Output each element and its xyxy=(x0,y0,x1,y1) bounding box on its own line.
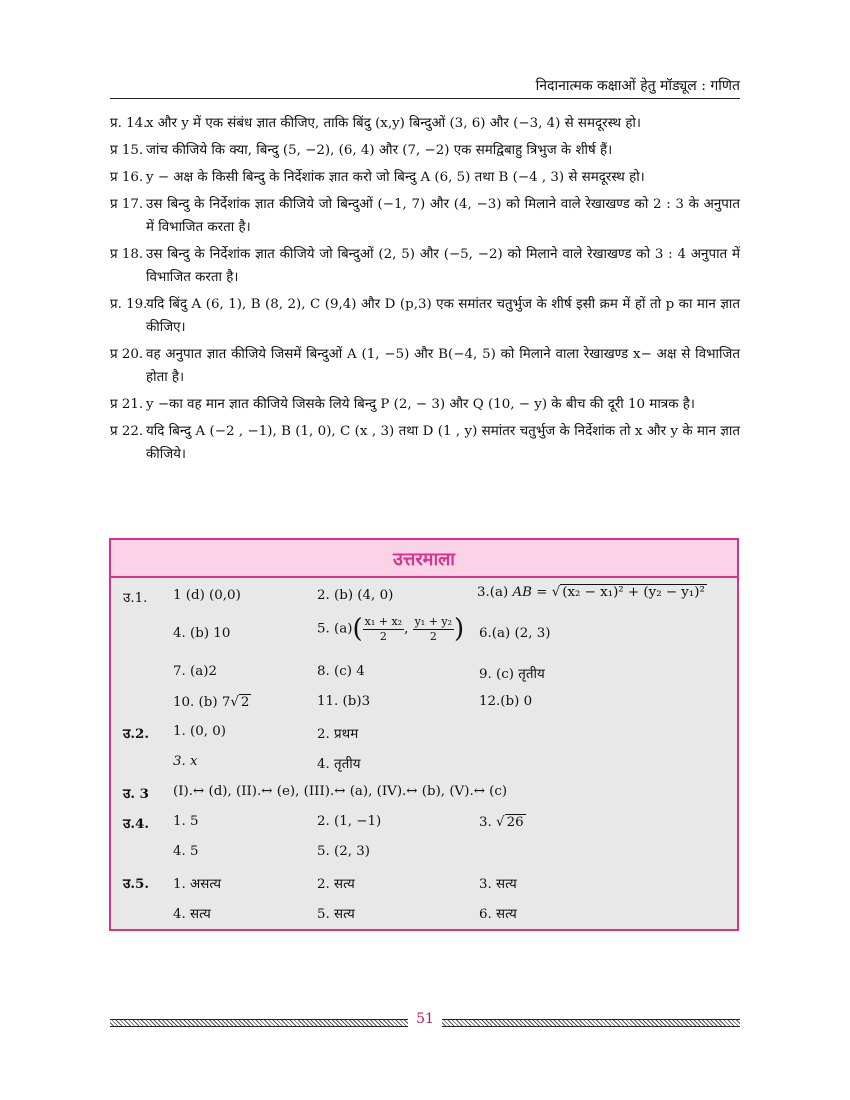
question-15 xyxy=(110,139,740,162)
answer-2-1: 1. (0, 0) xyxy=(173,724,227,739)
footer-ornament-left xyxy=(110,1019,408,1027)
answer-label-3: उ. 3 xyxy=(123,786,149,802)
answer-key-title: उत्तरमाला xyxy=(393,549,455,570)
question-16 xyxy=(110,166,740,189)
answer-4-3 xyxy=(479,814,526,830)
answer-5-3: 3. सत्य xyxy=(479,877,517,892)
right-paren-icon: ) xyxy=(454,614,465,644)
answer-1-12: 12.(b) 0 xyxy=(479,694,533,709)
question-text: उस बिन्दु के निर्देशांक ज्ञात कीजिये जो बिन्दुओं (−1, 7) और (4, −3) को मिलाने वाले रेखाखण्ड को 2 : 3 के अनुपात में विभाजित करता है। xyxy=(146,197,740,235)
question-21 xyxy=(110,393,740,416)
answer-1-6: 6.(a) (2, 3) xyxy=(479,626,551,641)
answer-5-6: 6. सत्य xyxy=(479,907,517,922)
answer-1-3 xyxy=(477,584,707,600)
question-19 xyxy=(110,293,740,339)
answer-4-2: 2. (1, −1) xyxy=(317,814,382,829)
fraction-numerator: x₁ + x₂ xyxy=(364,614,403,628)
answer-5-4: 4. सत्य xyxy=(173,907,211,922)
answer-1-3-prefix: 3.(a) xyxy=(477,585,509,600)
answer-4-4: 4. 5 xyxy=(173,844,199,859)
question-text: जांच कीजिये कि क्या, बिन्दु (5, −2), (6, 4) और (7, −2) एक समद्विबाहु त्रिभुज के शीर्ष हैं। xyxy=(146,143,613,158)
distance-formula-radicand: (x₂ − x₁)² + (y₂ − y₁)² xyxy=(562,585,705,600)
question-number: प्र 18. xyxy=(110,247,144,262)
answer-4-3-radicand: 26 xyxy=(506,815,524,830)
question-20 xyxy=(110,343,740,389)
question-text: उस बिन्दु के निर्देशांक ज्ञात कीजिये जो बिन्दुओं (2, 5) और (−5, −2) को मिलाने वाले रेखाखण्ड को 3 : 4 अनुपात में विभाजित करता है। xyxy=(146,247,740,285)
answer-1-4: 4. (b) 10 xyxy=(173,626,231,641)
footer-ornament-right xyxy=(442,1019,740,1027)
answer-1-9: 9. (c) तृतीय xyxy=(479,667,545,682)
answer-5-1: 1. असत्य xyxy=(173,877,221,892)
question-text: वह अनुपात ज्ञात कीजिये जिसमें बिन्दुओं A (1, −5) और B(−4, 5) को मिलाने वाला रेखाखण्ड x− अक्ष से विभाजित होता है। xyxy=(146,347,740,385)
question-text: यदि बिंदु A (6, 1), B (8, 2), C (9,4) और D (p,3) एक समांतर चतुर्भुज के शीर्ष इसी क्रम में हों तो p का मान ज्ञात कीजिए। xyxy=(146,297,740,335)
question-22 xyxy=(110,420,740,466)
answer-key-box xyxy=(109,538,739,931)
question-text: x और y में एक संबंध ज्ञात कीजिए, ताकि बिंदु (x,y) बिन्दुओं (3, 6) और (−3, 4) से समदूरस्थ हो। xyxy=(146,116,641,131)
answer-4-3-prefix: 3. xyxy=(479,815,492,830)
page-number: 51 xyxy=(416,1011,434,1027)
left-paren-icon: ( xyxy=(352,614,363,644)
answer-4-1: 1. 5 xyxy=(173,814,199,829)
answer-label-4: उ.4. xyxy=(123,816,149,832)
question-18 xyxy=(110,243,740,289)
question-list xyxy=(110,112,740,470)
midpoint-y-fraction xyxy=(413,615,454,644)
answer-label-2: उ.2. xyxy=(123,726,149,742)
fraction-numerator: y₁ + y₂ xyxy=(414,614,453,628)
question-text: यदि बिन्दु A (−2 , −1), B (1, 0), C (x , 3) तथा D (1 , y) समांतर चतुर्भुज के निर्देशांक तो x और y के मान ज्ञात कीजिये। xyxy=(146,424,740,462)
answer-1-5: 5. (a)( $\frac{\text{x₁ + x₂}}{2}$ , $\frac{\text{y₁ + y₂}}{2}$ ) xyxy=(317,614,465,644)
question-number: प्र 20. xyxy=(110,347,144,362)
question-text: y − अक्ष के किसी बिन्दु के निर्देशांक ज्ञात करो जो बिन्दु A (6, 5) तथा B (−4 , 3) से समदूरस्थ हो। xyxy=(146,170,645,185)
midpoint-x-fraction xyxy=(363,615,404,644)
page-footer xyxy=(110,1012,740,1032)
answer-2-3: 3. x xyxy=(173,754,198,769)
answer-5-5: 5. सत्य xyxy=(317,907,355,922)
answer-1-7: 7. (a)2 xyxy=(173,664,217,679)
sqrt-icon: √ xyxy=(230,695,239,710)
answer-2-2: 2. प्रथम xyxy=(317,727,359,742)
answer-1-8: 8. (c) 4 xyxy=(317,664,365,679)
question-number: प्र 21. xyxy=(110,397,144,412)
answer-3-1: (I).↔ (d), (II).↔ (e), (III).↔ (a), (IV).↔ (b), (V).↔ (c) xyxy=(173,784,508,799)
answer-key-title-bar xyxy=(111,540,737,578)
question-14 xyxy=(110,112,740,135)
sqrt-icon: √ xyxy=(496,815,505,830)
question-text: y −का वह मान ज्ञात कीजिये जिसके लिये बिन्दु P (2, − 3) और Q (10, − y) के बीच की दूरी 10 मात्रक है। xyxy=(146,397,695,412)
answer-1-10-prefix: 10. (b) 7 xyxy=(173,695,231,710)
sqrt-icon: √ xyxy=(551,585,561,600)
question-number: प्र 22. xyxy=(110,424,144,439)
answer-1-2: 2. (b) (4, 0) xyxy=(317,588,394,603)
question-number: प्र 15. xyxy=(110,143,144,158)
answer-1-10-radicand: 2 xyxy=(240,695,250,710)
answer-2-4: 4. तृतीय xyxy=(317,757,361,772)
fraction-denominator: 2 xyxy=(379,629,387,643)
answer-1-5-prefix: 5. (a) xyxy=(317,621,353,637)
question-number: प्र 16. xyxy=(110,170,144,185)
answer-label-5: उ.5. xyxy=(123,876,149,892)
header-title: निदानात्मक कक्षाओं हेतु मॉड्यूल : गणित xyxy=(535,78,740,94)
fraction-denominator: 2 xyxy=(429,629,437,643)
question-number: प्र. 19. xyxy=(110,297,148,312)
answer-4-5: 5. (2, 3) xyxy=(317,844,371,859)
answer-1-10 xyxy=(173,694,251,710)
answer-1-11: 11. (b)3 xyxy=(317,694,371,709)
answer-label-1: उ.1. xyxy=(123,591,148,606)
answer-1-1: 1 (d) (0,0) xyxy=(173,588,241,603)
distance-formula-lhs: AB = xyxy=(512,585,552,600)
question-number: प्र 17. xyxy=(110,197,144,212)
question-number: प्र. 14. xyxy=(110,116,148,131)
page-header xyxy=(110,76,740,96)
answer-5-2: 2. सत्य xyxy=(317,877,355,892)
question-17 xyxy=(110,193,740,239)
header-rule xyxy=(110,98,740,99)
